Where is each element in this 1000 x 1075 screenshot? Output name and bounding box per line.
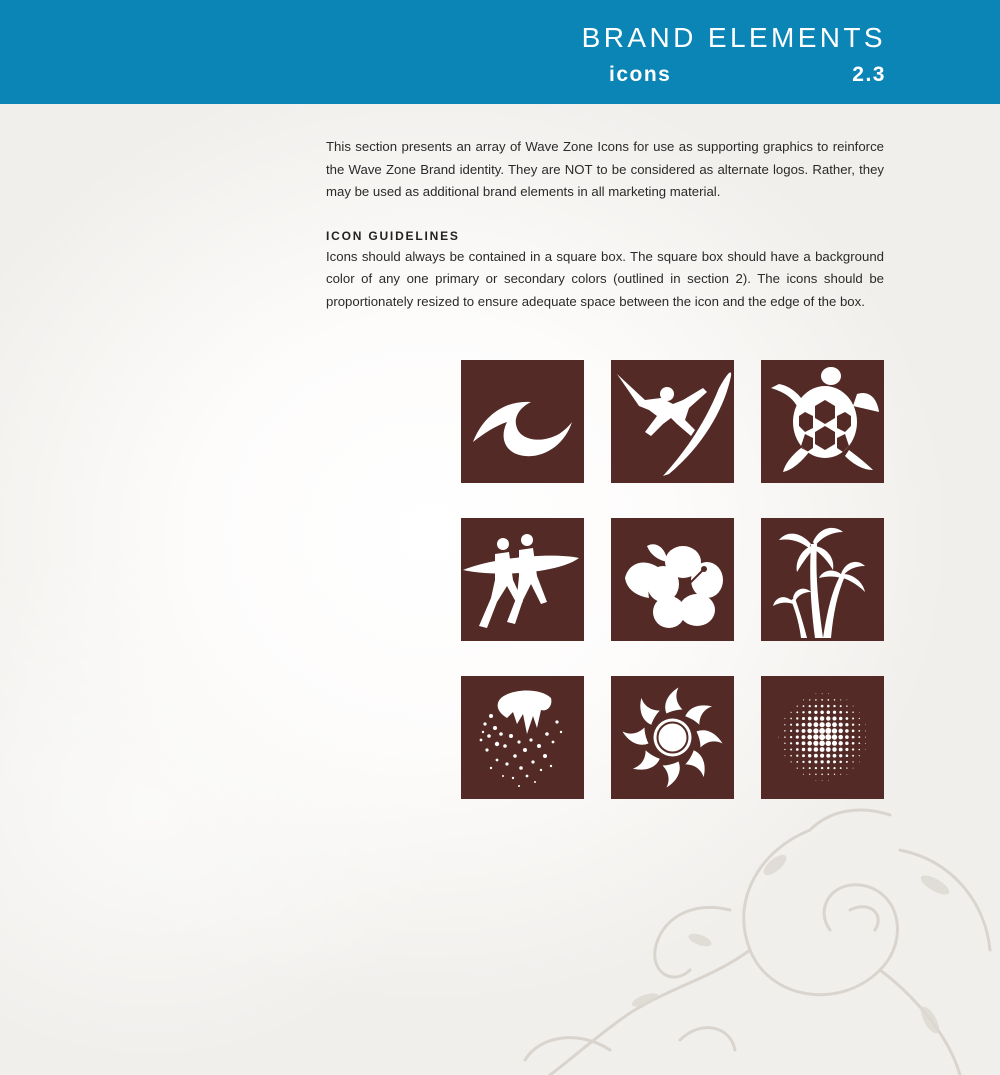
halftone-dot — [832, 741, 837, 746]
halftone-dot — [796, 761, 798, 763]
halftone-dot — [833, 767, 835, 769]
halftone-dot — [839, 711, 842, 714]
halftone-dot — [839, 754, 842, 757]
halftone-dot — [796, 748, 799, 751]
halftone-dot — [827, 705, 830, 708]
halftone-dot — [825, 734, 831, 740]
halftone-dot — [852, 730, 855, 733]
halftone-dot — [858, 742, 860, 744]
halftone-dot — [796, 711, 798, 713]
halftone-dot — [865, 743, 866, 744]
halftone-dot — [803, 767, 805, 769]
halftone-dot — [808, 717, 812, 721]
halftone-dot — [839, 723, 843, 727]
halftone-dot — [853, 768, 854, 769]
halftone-sphere-icon — [761, 676, 884, 799]
halftone-dot — [820, 754, 824, 758]
halftone-dot — [821, 774, 823, 776]
halftone-dot — [813, 728, 818, 733]
halftone-dot — [790, 736, 792, 738]
halftone-dot — [796, 723, 799, 726]
halftone-dot — [840, 767, 842, 769]
halftone-dot — [809, 699, 810, 700]
halftone-dot — [815, 767, 817, 769]
halftone-dot — [822, 693, 823, 694]
halftone-dot — [840, 699, 841, 700]
halftone-dot — [802, 761, 804, 763]
hibiscus-icon-box — [611, 518, 734, 641]
section-number: 2.3 — [852, 63, 886, 86]
halftone-dot — [852, 742, 855, 745]
halftone-dot — [846, 717, 849, 720]
halftone-dot — [821, 767, 823, 769]
halftone-dot — [797, 768, 798, 769]
halftone-dot — [846, 705, 847, 706]
halftone-dot — [796, 755, 798, 757]
halftone-dot — [802, 754, 805, 757]
halftone-dot — [847, 774, 848, 775]
halftone-dot — [820, 716, 824, 720]
halftone-dot — [858, 736, 860, 738]
halftone-dot — [809, 767, 811, 769]
halftone-dot — [813, 722, 818, 727]
halftone-dot — [839, 717, 843, 721]
halftone-dot — [859, 755, 860, 756]
halftone-dot — [832, 716, 836, 720]
halftone-dot — [852, 736, 855, 739]
halftone-dot — [832, 747, 836, 751]
splash-icon-box — [461, 676, 584, 799]
halftone-dot — [845, 735, 849, 739]
halftone-dot — [802, 711, 804, 713]
halftone-dot — [813, 734, 818, 739]
halftone-dot — [820, 760, 823, 763]
halftone-dot — [809, 774, 810, 775]
halftone-dot — [838, 729, 842, 733]
halftone-dot — [859, 749, 861, 751]
splash-icon — [461, 676, 584, 799]
halftone-dot — [859, 762, 860, 763]
palm-trees-icon-box — [761, 518, 884, 641]
surfer-icon — [611, 360, 734, 483]
palm-trees-icon — [761, 518, 884, 641]
halftone-sphere-icon-box — [761, 676, 884, 799]
halftone-dot — [797, 705, 798, 706]
halftone-dot — [833, 705, 835, 707]
halftone-dot — [784, 724, 785, 725]
guidelines-paragraph: Icons should always be contained in a square box. The square box should have a background color of any one primary or secondary colors (outlined in section 2). The icons should be proportionately resized to ensure adequate space between the icon and the edge of the box. — [326, 248, 884, 309]
halftone-dot — [834, 699, 835, 700]
halftone-dot — [816, 693, 817, 694]
halftone-dot — [815, 699, 817, 701]
halftone-dot — [826, 716, 830, 720]
halftone-dot — [784, 743, 785, 744]
halftone-dot — [802, 748, 805, 751]
halftone-dot — [839, 741, 843, 745]
guidelines-heading: ICON GUIDELINES — [326, 228, 460, 243]
halftone-dot — [819, 728, 825, 734]
halftone-dot — [796, 736, 799, 739]
halftone-dot — [825, 728, 831, 734]
halftone-dot — [807, 735, 812, 740]
halftone-dot — [820, 747, 825, 752]
halftone-dot — [821, 699, 823, 701]
halftone-dot — [808, 747, 812, 751]
halftone-dot — [845, 723, 848, 726]
intro-paragraph: This section presents an array of Wave Zone Icons for use as supporting graphics to reinforce the Wave Zone Brand identity. They are NOT to be considered as alternate logos. Rather, they may be used as additional brand elements in all marketing material. — [326, 139, 884, 199]
halftone-dot — [784, 718, 785, 719]
halftone-dot — [802, 717, 805, 720]
halftone-dot — [802, 735, 806, 739]
halftone-dot — [802, 729, 806, 733]
halftone-dot — [784, 749, 785, 750]
halftone-dot — [839, 748, 843, 752]
halftone-dot — [833, 711, 836, 714]
halftone-dot — [808, 723, 812, 727]
halftone-dot — [859, 724, 861, 726]
halftone-dot — [814, 747, 819, 752]
halftone-dot — [784, 755, 785, 756]
wave-icon-box — [461, 360, 584, 483]
halftone-dot — [852, 761, 853, 762]
body-content — [326, 136, 884, 313]
halftone-dot — [807, 741, 812, 746]
halftone-dot — [833, 754, 837, 758]
halftone-dot — [790, 730, 792, 732]
surfers-walking-icon-box — [461, 518, 584, 641]
halftone-dot — [820, 711, 824, 715]
page-header — [0, 0, 1000, 104]
halftone-dot — [815, 705, 818, 708]
halftone-dot — [846, 767, 847, 768]
halftone-dot — [819, 741, 825, 747]
halftone-dot — [808, 761, 811, 764]
halftone-dot — [828, 780, 829, 781]
sea-turtle-icon — [761, 360, 884, 483]
halftone-dot — [814, 760, 817, 763]
halftone-dot — [859, 712, 860, 713]
wave-icon — [461, 360, 584, 483]
halftone-dot — [845, 748, 848, 751]
halftone-dot — [784, 736, 786, 738]
halftone-dot — [852, 712, 853, 713]
halftone-dot — [802, 741, 806, 745]
halftone-dot — [808, 754, 811, 757]
section-subtitle: icons — [609, 63, 672, 86]
halftone-dot — [840, 774, 841, 775]
halftone-dot — [790, 742, 792, 744]
halftone-dot — [778, 737, 779, 738]
halftone-dot — [865, 724, 866, 725]
halftone-dot — [784, 730, 785, 731]
page-title: BRAND ELEMENTS — [581, 22, 886, 53]
halftone-dot — [846, 761, 848, 763]
halftone-dot — [826, 747, 831, 752]
halftone-dot — [828, 693, 829, 694]
halftone-dot — [816, 780, 817, 781]
halftone-dot — [834, 774, 835, 775]
halftone-dot — [846, 711, 848, 713]
halftone-dot — [839, 761, 842, 764]
halftone-dot — [803, 699, 804, 700]
halftone-dot — [790, 724, 792, 726]
halftone-dot — [815, 774, 817, 776]
halftone-dot — [852, 723, 854, 725]
halftone-dot — [803, 774, 804, 775]
halftone-dot — [813, 741, 818, 746]
halftone-dot — [802, 723, 806, 727]
halftone-dot — [832, 734, 837, 739]
halftone-dot — [796, 717, 798, 719]
halftone-dot — [833, 760, 836, 763]
halftone-dot — [808, 711, 811, 714]
halftone-dot — [847, 700, 848, 701]
halftone-dot — [832, 722, 837, 727]
halftone-dot — [791, 761, 792, 762]
halftone-dot — [821, 705, 824, 708]
halftone-dot — [814, 716, 818, 720]
tribal-sun-icon-box — [611, 676, 734, 799]
halftone-dot — [826, 722, 831, 727]
decorative-flourish — [430, 790, 1000, 1075]
halftone-dot — [826, 741, 831, 746]
halftone-dot — [814, 711, 817, 714]
halftone-dot — [845, 729, 849, 733]
halftone-dot — [852, 748, 854, 750]
halftone-dot — [838, 735, 843, 740]
halftone-dot — [790, 718, 792, 720]
halftone-dot — [832, 728, 837, 733]
halftone-dot — [827, 711, 831, 715]
tribal-sun-icon — [611, 676, 734, 799]
halftone-dot — [845, 742, 849, 746]
halftone-dot — [790, 712, 791, 713]
halftone-dot — [807, 729, 812, 734]
halftone-dot — [853, 706, 854, 707]
hibiscus-icon — [611, 518, 734, 641]
halftone-dot — [828, 774, 830, 776]
surfer-icon-box — [611, 360, 734, 483]
halftone-dot — [827, 767, 829, 769]
halftone-dot — [790, 749, 792, 751]
halftone-dot — [819, 734, 825, 740]
halftone-dot — [852, 755, 854, 757]
halftone-dot — [865, 730, 866, 731]
surfers-walking-icon — [461, 518, 584, 641]
sea-turtle-icon-box — [761, 360, 884, 483]
halftone-dot — [840, 705, 842, 707]
halftone-dot — [819, 722, 824, 727]
halftone-dot — [859, 718, 860, 719]
icon-grid — [461, 360, 885, 799]
halftone-dot — [814, 754, 818, 758]
halftone-dot — [826, 754, 830, 758]
halftone-dot — [827, 760, 830, 763]
halftone-dot — [846, 754, 849, 757]
halftone-dot — [852, 717, 854, 719]
halftone-dot — [858, 730, 860, 732]
halftone-dot — [809, 705, 811, 707]
halftone-dot — [790, 755, 792, 757]
halftone-dot — [803, 705, 805, 707]
halftone-dot — [796, 742, 799, 745]
halftone-dot — [796, 729, 799, 732]
halftone-dot — [827, 699, 829, 701]
halftone-dot — [865, 737, 866, 738]
halftone-dot — [865, 749, 866, 750]
halftone-dot — [822, 780, 823, 781]
